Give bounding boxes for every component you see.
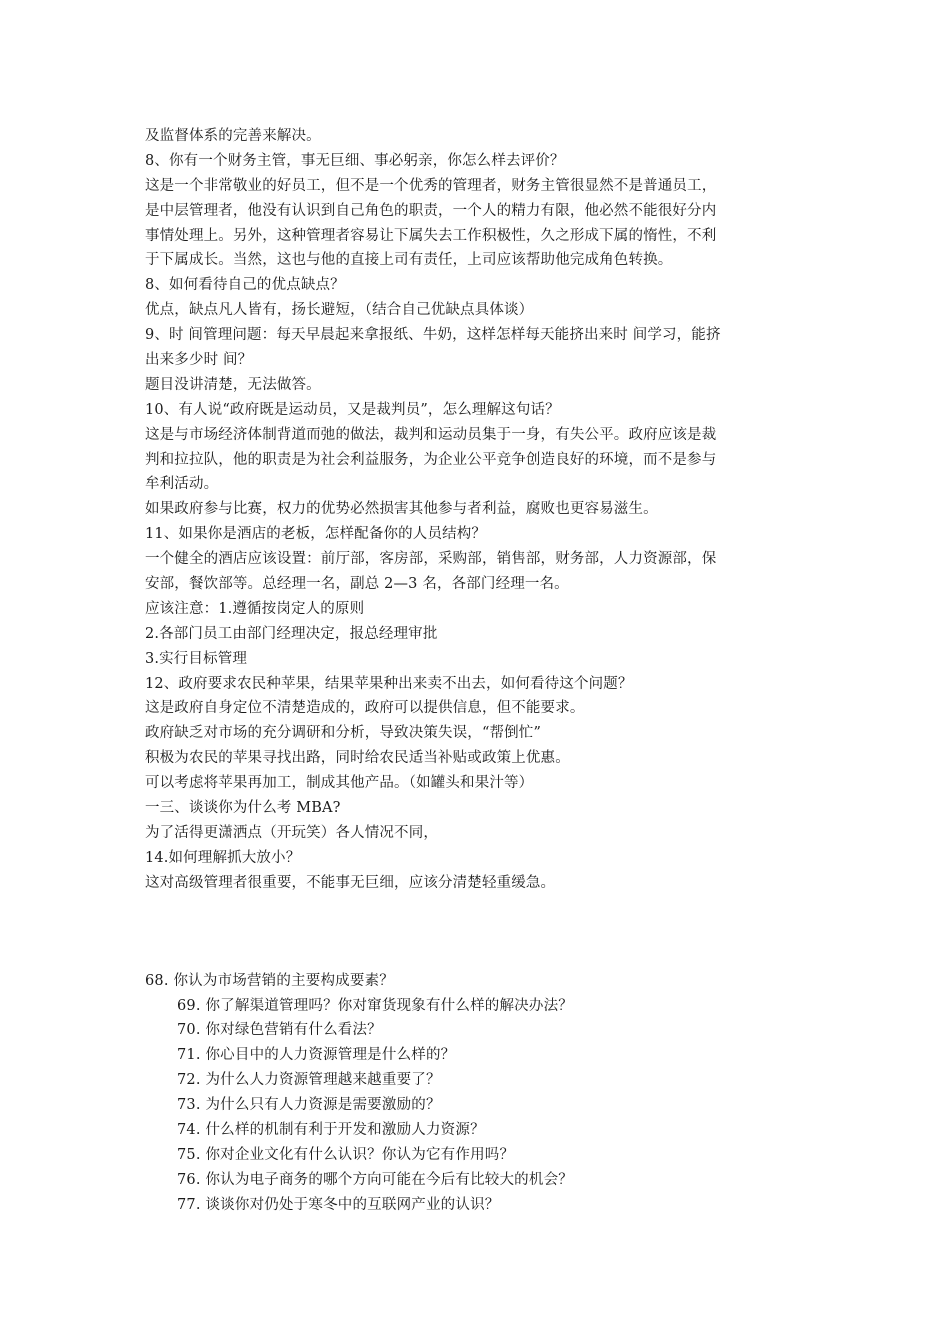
question-list-item: 70. 你对绿色营销有什么看法？: [177, 1022, 382, 1039]
body-line: 可以考虑将苹果再加工，制成其他产品。（如罐头和果汁等）: [145, 775, 534, 792]
question-list-item: 76. 你认为电子商务的哪个方向可能在今后有比较大的机会？: [177, 1171, 573, 1188]
body-line: 题目没讲清楚，无法做答。: [145, 376, 321, 393]
question-list-item: 75. 你对企业文化有什么认识？你认为它有作用吗？: [177, 1146, 515, 1163]
question-list-item: 69. 你了解渠道管理吗？你对窜货现象有什么样的解决办法？: [177, 997, 573, 1014]
body-line: 8、如何看待自己的优点缺点？: [145, 277, 345, 294]
body-line: 是中层管理者，他没有认识到自己角色的职责，一个人的精力有限，他必然不能很好分内: [145, 202, 717, 219]
body-line: 10、有人说“政府既是运动员，又是裁判员”，怎么理解这句话？: [145, 401, 560, 418]
body-line: 这是政府自身定位不清楚造成的，政府可以提供信息，但不能要求。: [145, 700, 585, 717]
question-list-item: 71. 你心目中的人力资源管理是什么样的？: [177, 1047, 456, 1064]
body-line: 9、时 间管理问题：每天早晨起来拿报纸、牛奶，这样怎样每天能挤出来时 间学习，能挤: [145, 327, 721, 344]
body-line: 如果政府参与比赛，权力的优势必然损害其他参与者利益，腐败也更容易滋生。: [145, 501, 658, 518]
question-list-item: 72. 为什么人力资源管理越来越重要了？: [177, 1072, 441, 1089]
body-text: [145, 124, 815, 896]
body-line: 判和拉拉队，他的职责是为社会利益服务，为企业公平竞争创造良好的环境，而不是参与: [145, 451, 717, 468]
body-line: 11、如果你是酒店的老板，怎样配备你的人员结构？: [145, 526, 487, 543]
body-line: 一三、谈谈你为什么考 MBA?: [145, 800, 341, 817]
body-line: 及监督体系的完善来解决。: [145, 128, 321, 144]
section-gap: [145, 896, 815, 969]
body-line: 安部，餐饮部等。总经理一名，副总 2—3 名，各部门经理一名。: [145, 576, 569, 593]
question-list-item: 73. 为什么只有人力资源是需要激励的？: [177, 1097, 441, 1114]
body-line: 一个健全的酒店应该设置：前厅部，客房部，采购部，销售部，财务部，人力资源部，保: [145, 551, 717, 568]
body-line: 积极为农民的苹果寻找出路，同时给农民适当补贴或政策上优惠。: [145, 750, 570, 767]
body-line: 于下属成长。当然，这也与他的直接上司有责任，上司应该帮助他完成角色转换。: [145, 252, 673, 269]
question-list-item: 74. 什么样的机制有利于开发和激励人力资源？: [177, 1121, 485, 1138]
body-line: 政府缺乏对市场的充分调研和分析，导致决策失误，“帮倒忙”: [145, 725, 542, 742]
body-line: 3.实行目标管理: [145, 650, 248, 667]
body-line: 牟利活动。: [145, 476, 219, 493]
body-line: 事情处理上。另外，这种管理者容易让下属失去工作积极性，久之形成下属的惰性，不利: [145, 227, 717, 244]
body-line: 2.各部门员工由部门经理决定，报总经理审批: [145, 625, 438, 642]
body-line: 为了活得更潇洒点（开玩笑）各人情况不同，: [145, 824, 438, 841]
document-page: [145, 124, 815, 1218]
body-line: 应该注意：1.遵循按岗定人的原则: [145, 600, 365, 617]
body-line: 12、政府要求农民种苹果，结果苹果种出来卖不出去，如何看待这个问题？: [145, 675, 633, 692]
body-line: 这是与市场经济体制背道而弛的做法，裁判和运动员集于一身，有失公平。政府应该是裁: [145, 426, 717, 443]
body-line: 出来多少时 间？: [145, 352, 253, 369]
body-line: 8、你有一个财务主管，事无巨细、事必躬亲，你怎么样去评价？: [145, 152, 565, 169]
body-line: 这对高级管理者很重要，不能事无巨细，应该分清楚轻重缓急。: [145, 874, 556, 891]
body-line: 14.如何理解抓大放小？: [145, 849, 301, 866]
question-list-heading: 68. 你认为市场营销的主要构成要素？: [145, 972, 394, 989]
body-line: 优点，缺点凡人皆有，扬长避短，（结合自己优缺点具体谈）: [145, 302, 534, 319]
body-line: 这是一个非常敬业的好员工，但不是一个优秀的管理者，财务主管很显然不是普通员工，: [145, 177, 717, 194]
question-list: [145, 969, 815, 1218]
question-list-item: 77. 谈谈你对仍处于寒冬中的互联网产业的认识？: [177, 1196, 500, 1213]
